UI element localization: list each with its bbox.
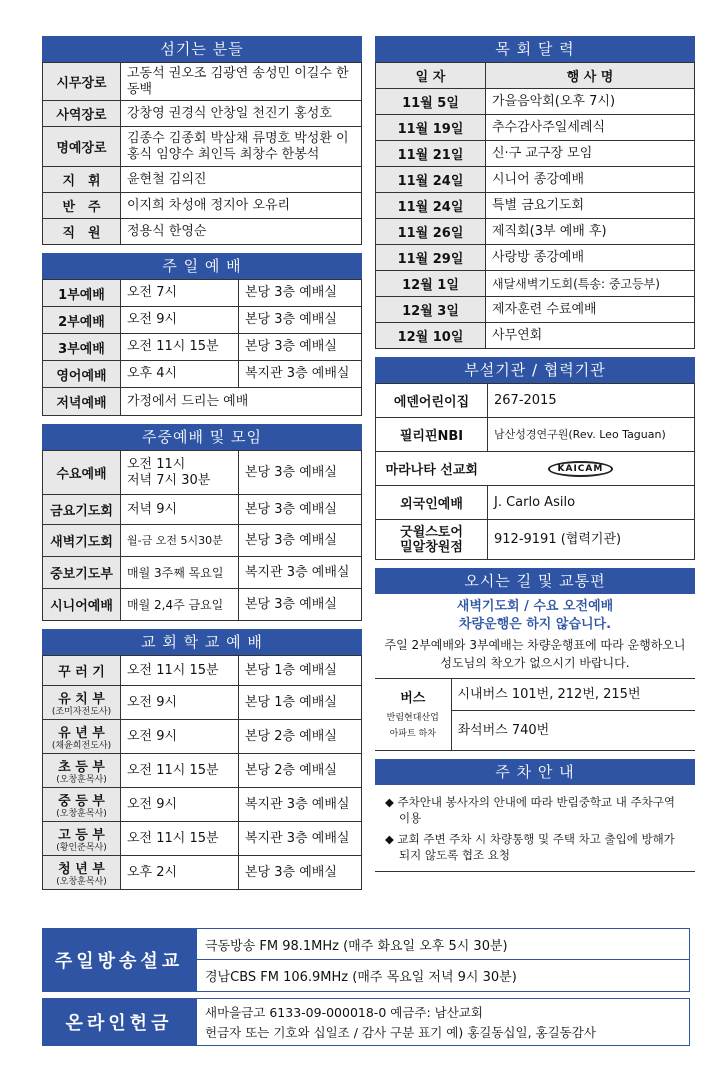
row-label: 직 원 <box>43 219 121 245</box>
row-value: 고동석 권오조 김광연 송성민 이길수 한동백 <box>121 63 362 101</box>
broadcast-line: 경남CBS FM 106.9MHz (매주 목요일 저녁 9시 30분) <box>205 970 517 985</box>
row-time: 오전 11시 15분 <box>121 656 239 686</box>
table-row <box>43 856 362 890</box>
event-name: 사랑방 종강예배 <box>486 245 695 271</box>
table-row <box>376 452 695 486</box>
broadcast-lines <box>196 928 690 992</box>
dept-name: 청 년 부 <box>58 862 105 877</box>
table-row <box>376 297 695 323</box>
row-label <box>43 788 121 822</box>
table-header-row <box>376 63 695 89</box>
row-place: 복지관 3층 예배실 <box>239 557 362 589</box>
table-row <box>376 271 695 297</box>
bus-table <box>375 678 695 751</box>
elders-table <box>42 62 362 245</box>
table-row <box>43 557 362 589</box>
dept-name: 고 등 부 <box>58 828 105 843</box>
row-label: 명예장로 <box>43 127 121 167</box>
table-row <box>43 101 362 127</box>
row-value: 이지희 차성애 정지아 오유리 <box>121 193 362 219</box>
row-time: 오전 11시 15분 <box>121 822 239 856</box>
partners-header: 부설기관 / 협력기관 <box>375 357 695 383</box>
row-time: 매월 2,4주 금요일 <box>121 589 239 621</box>
row-time: 오전 9시 <box>121 307 239 334</box>
event-date: 11월 24일 <box>376 193 486 219</box>
bus-label-cell <box>375 679 451 751</box>
dept-leader: (조미자전도사) <box>51 707 112 717</box>
row-place: 복지관 3층 예배실 <box>239 788 362 822</box>
table-row <box>43 280 362 307</box>
dept-leader: (오창훈목사) <box>56 877 107 887</box>
partner-info: J. Carlo Asilo <box>488 486 695 520</box>
row-place: 본당 3층 예배실 <box>239 525 362 557</box>
offering-label: 온라인헌금 <box>42 998 196 1046</box>
event-date: 11월 19일 <box>376 115 486 141</box>
table-row <box>43 361 362 388</box>
row-place: 본당 3층 예배실 <box>239 589 362 621</box>
event-name: 제자훈련 수료예배 <box>486 297 695 323</box>
row-place: 본당 3층 예배실 <box>239 334 362 361</box>
row-label: 시무장로 <box>43 63 121 101</box>
event-date: 11월 26일 <box>376 219 486 245</box>
table-row <box>376 89 695 115</box>
seat-bus: 좌석버스 740번 <box>451 711 695 751</box>
dept-name: 중 등 부 <box>58 794 105 809</box>
row-place: 본당 3층 예배실 <box>239 280 362 307</box>
row-label <box>43 686 121 720</box>
table-row <box>43 686 362 720</box>
event-date: 11월 5일 <box>376 89 486 115</box>
parking-list <box>375 785 695 872</box>
row-time: 오전 9시 <box>121 686 239 720</box>
event-name: 추수감사주일세례식 <box>486 115 695 141</box>
row-time: 오전 11시 15분 <box>121 754 239 788</box>
calendar-table <box>375 62 695 349</box>
row-label <box>43 656 121 686</box>
row-place: 본당 3층 예배실 <box>239 451 362 495</box>
table-row <box>376 167 695 193</box>
table-row <box>43 822 362 856</box>
table-row <box>43 495 362 525</box>
row-label: 2부예배 <box>43 307 121 334</box>
row-label: 영어예배 <box>43 361 121 388</box>
col-date-header: 일 자 <box>376 63 486 89</box>
table-row <box>375 679 695 711</box>
dept-name: 꾸 러 기 <box>58 665 105 680</box>
kaicam-logo: KAICAM <box>548 461 614 477</box>
event-date: 11월 29일 <box>376 245 486 271</box>
row-place: 본당 2층 예배실 <box>239 720 362 754</box>
shuttle-note: 주일 2부예배와 3부예배는 차량운행표에 따라 운행하오니 성도님의 착오가 없으시기 바랍니다. <box>384 638 686 670</box>
event-name: 신·구 교구장 모임 <box>486 141 695 167</box>
row-label: 시니어예배 <box>43 589 121 621</box>
row-place: 본당 3층 예배실 <box>239 495 362 525</box>
dept-leader: (채윤희전도사) <box>51 741 112 751</box>
broadcast-line: 극동방송 FM 98.1MHz (매주 화요일 오후 5시 30분) <box>197 929 689 960</box>
table-row <box>376 193 695 219</box>
event-name: 사무연회 <box>486 323 695 349</box>
table-row <box>43 788 362 822</box>
no-shuttle-notice: 새벽기도회 / 수요 오전예배 차량운행은 하지 않습니다. <box>456 599 614 632</box>
row-place: 복지관 3층 예배실 <box>239 361 362 388</box>
calendar-header: 목 회 달 력 <box>375 36 695 62</box>
table-row <box>376 245 695 271</box>
right-column <box>375 36 695 872</box>
table-row <box>43 589 362 621</box>
elders-header: 섬기는 분들 <box>42 36 362 62</box>
row-time: 오전 9시 <box>121 788 239 822</box>
dept-name: 유 치 부 <box>58 692 105 707</box>
event-name: 가을음악회(오후 7시) <box>486 89 695 115</box>
row-label <box>43 856 121 890</box>
partner-name: 마라나타 선교회 <box>376 452 488 486</box>
row-label <box>43 720 121 754</box>
row-label: 1부예배 <box>43 280 121 307</box>
table-row <box>376 323 695 349</box>
row-label: 지 휘 <box>43 167 121 193</box>
diamond-bullet-icon: ◆ <box>385 795 398 809</box>
event-name: 시니어 종강예배 <box>486 167 695 193</box>
row-time: 오전 11시 15분 <box>121 334 239 361</box>
event-date: 11월 24일 <box>376 167 486 193</box>
bus-label: 버스 <box>400 691 426 706</box>
bus-stop: 반림현대산업 아파트 하차 <box>386 713 439 739</box>
table-row <box>43 127 362 167</box>
partner-info: 남산성경연구원(Rev. Leo Taguan) <box>488 418 695 452</box>
row-value: 정용식 한영순 <box>121 219 362 245</box>
table-row <box>43 656 362 686</box>
table-row <box>43 754 362 788</box>
row-place: 본당 2층 예배실 <box>239 754 362 788</box>
event-name: 특별 금요기도회 <box>486 193 695 219</box>
partner-name: 에덴어린이집 <box>376 384 488 418</box>
weekday-header: 주중예배 및 모임 <box>42 424 362 450</box>
row-label: 사역장로 <box>43 101 121 127</box>
row-place: 복지관 3층 예배실 <box>239 822 362 856</box>
table-row <box>376 384 695 418</box>
row-time: 월-금 오전 5시30분 <box>121 525 239 557</box>
list-item: ◆ 주차안내 봉사자의 안내에 따라 반림중학교 내 주차구역 이용 <box>385 795 675 825</box>
table-row <box>376 219 695 245</box>
col-event-header: 행 사 명 <box>486 63 695 89</box>
table-row <box>43 388 362 416</box>
row-time: 저녁 9시 <box>121 495 239 525</box>
partner-name: 필리핀NBI <box>376 418 488 452</box>
partner-info: 267-2015 <box>488 384 695 418</box>
row-value: 가정에서 드리는 예배 <box>121 388 362 416</box>
list-item: ◆ 교회 주변 주차 시 차량통행 및 주택 차고 출입에 방해가 되지 않도록 협조 요청 <box>385 832 675 862</box>
row-value: 김종수 김종회 박삼채 류명호 박성환 이홍식 임양수 최인득 최창수 한봉석 <box>121 127 362 167</box>
table-row <box>43 720 362 754</box>
row-place: 본당 3층 예배실 <box>239 307 362 334</box>
table-row <box>43 525 362 557</box>
table-row <box>376 486 695 520</box>
table-row <box>43 307 362 334</box>
event-date: 12월 10일 <box>376 323 486 349</box>
broadcast-box <box>42 928 690 992</box>
table-row <box>43 63 362 101</box>
row-place: 본당 1층 예배실 <box>239 656 362 686</box>
offering-lines <box>196 998 690 1046</box>
city-bus: 시내버스 101번, 212번, 215번 <box>451 679 695 711</box>
event-date: 12월 3일 <box>376 297 486 323</box>
partner-info <box>488 452 695 486</box>
table-row <box>43 219 362 245</box>
row-label: 금요기도회 <box>43 495 121 525</box>
row-label: 중보기도부 <box>43 557 121 589</box>
event-date: 12월 1일 <box>376 271 486 297</box>
partner-name: 외국인예배 <box>376 486 488 520</box>
row-label: 반 주 <box>43 193 121 219</box>
dept-name: 유 년 부 <box>58 726 105 741</box>
row-time: 오전 11시 저녁 7시 30분 <box>121 451 239 495</box>
school-table <box>42 655 362 890</box>
table-row <box>43 334 362 361</box>
table-row <box>376 520 695 560</box>
diamond-bullet-icon: ◆ <box>385 832 398 846</box>
table-row <box>376 115 695 141</box>
event-name: 새달새벽기도회(특송: 중고등부) <box>486 271 695 297</box>
dept-name: 초 등 부 <box>58 760 105 775</box>
row-time: 오전 7시 <box>121 280 239 307</box>
row-label: 3부예배 <box>43 334 121 361</box>
row-time: 오전 9시 <box>121 720 239 754</box>
offering-box <box>42 998 690 1046</box>
school-header: 교 회 학 교 예 배 <box>42 629 362 655</box>
offering-instructions: 헌금자 또는 기호와 십일조 / 감사 구분 표기 예) 홍길동십일, 홍길동감사 <box>205 1025 596 1040</box>
row-value: 윤현철 김의진 <box>121 167 362 193</box>
row-label: 수요예배 <box>43 451 121 495</box>
table-row <box>376 141 695 167</box>
directions-header: 오시는 길 및 교통편 <box>375 568 695 594</box>
row-place: 본당 1층 예배실 <box>239 686 362 720</box>
row-time: 매월 3주째 목요일 <box>121 557 239 589</box>
row-value: 강창영 권경식 안창일 천진기 홍성호 <box>121 101 362 127</box>
row-label <box>43 822 121 856</box>
event-name: 제직회(3부 예배 후) <box>486 219 695 245</box>
row-time: 오후 4시 <box>121 361 239 388</box>
partner-info: 912-9191 (협력기관) <box>488 520 695 560</box>
offering-account: 새마을금고 6133-09-000018-0 예금주: 남산교회 <box>205 1005 483 1020</box>
partners-table <box>375 383 695 560</box>
dept-leader: (오창훈목사) <box>56 775 107 785</box>
sunday-table <box>42 279 362 416</box>
row-time: 오후 2시 <box>121 856 239 890</box>
broadcast-label: 주일방송설교 <box>42 928 196 992</box>
table-row <box>43 167 362 193</box>
table-row <box>43 451 362 495</box>
row-label: 저녁예배 <box>43 388 121 416</box>
weekday-table <box>42 450 362 621</box>
row-place: 본당 3층 예배실 <box>239 856 362 890</box>
dept-leader: (오창훈목사) <box>56 809 107 819</box>
event-date: 11월 21일 <box>376 141 486 167</box>
parking-header: 주 차 안 내 <box>375 759 695 785</box>
table-row <box>376 418 695 452</box>
table-row <box>43 193 362 219</box>
partner-name: 굿윌스토어 밀알창원점 <box>376 520 488 560</box>
dept-leader: (황인준목사) <box>56 843 107 853</box>
row-label: 새벽기도회 <box>43 525 121 557</box>
row-label <box>43 754 121 788</box>
left-column <box>42 36 362 890</box>
sunday-header: 주 일 예 배 <box>42 253 362 279</box>
